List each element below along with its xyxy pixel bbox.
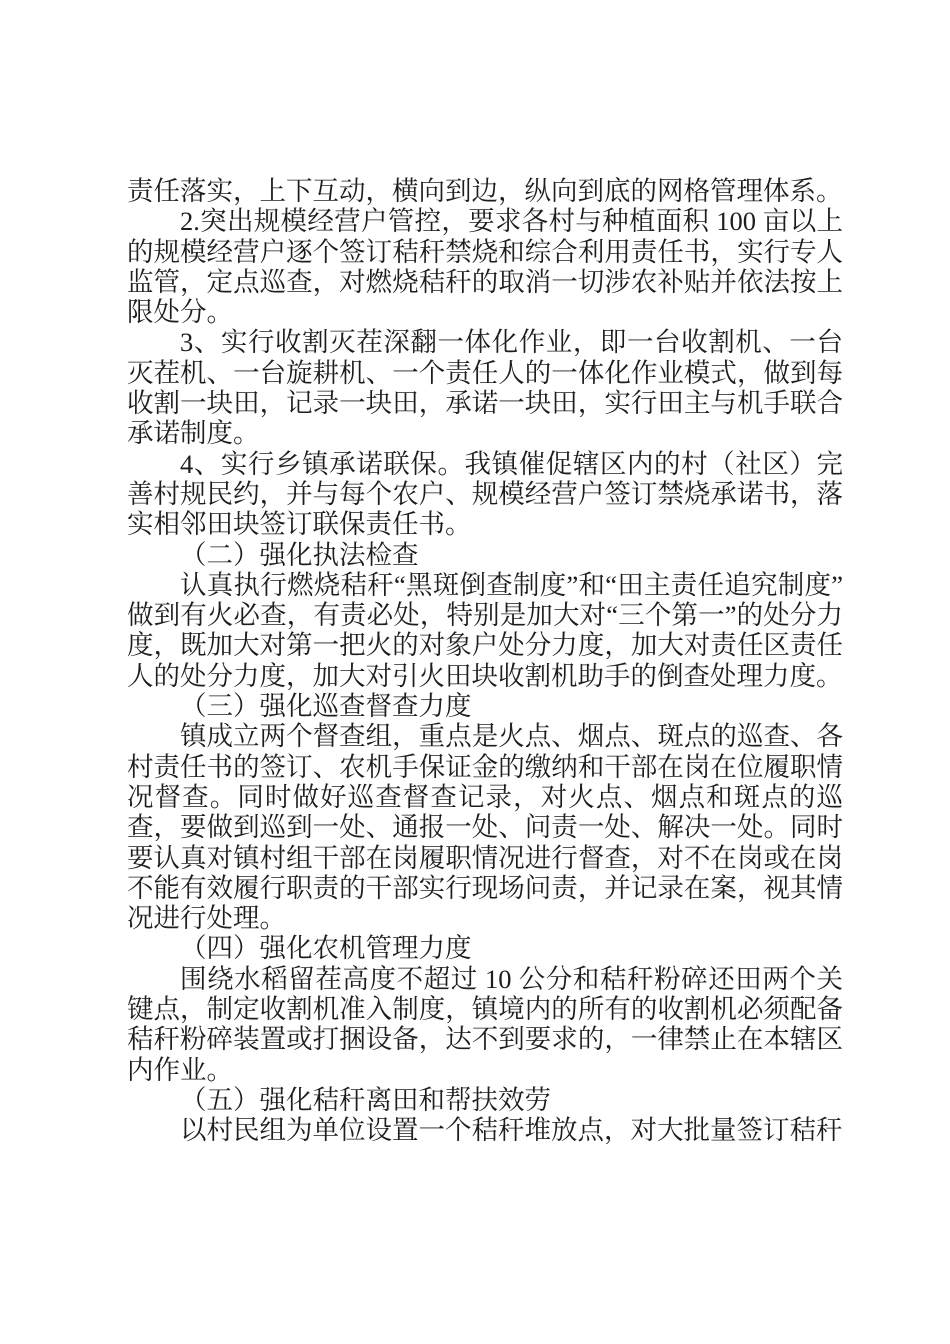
section-heading-4: （四）强化农机管理力度 (180, 933, 472, 964)
paragraph-straw-removal: 以村民组为单位设置一个秸秆堆放点，对大批量签订秸秆 (180, 1115, 843, 1146)
paragraph-machinery: 围绕水稻留茬高度不超过 10 公分和秸秆粉碎还田两个关键点，制定收割机准入制度，镇境内的所有的收割机必须配备秸秆粉碎装置或打捆设备，达不到要求的，一律禁止在本辖区内作业。 (127, 963, 843, 1085)
paragraph-item-3: 3、实行收割灭茬深翻一体化作业，即一台收割机、一台灭茬机、一台旋耕机、一个责任人的一体化作业模式，做到每收割一块田，记录一块田，承诺一块田，实行田主与机手联合承诺制度。 (127, 327, 843, 449)
section-heading-5: （五）强化秸秆离田和帮扶效劳 (180, 1084, 551, 1115)
section-heading-2: （二）强化执法检查 (180, 539, 419, 570)
paragraph-continuation: 责任落实，上下互动，横向到边，纵向到底的网格管理体系。 (127, 176, 843, 206)
section-heading-3: （三）强化巡查督查力度 (180, 691, 472, 722)
paragraph-item-2: 2.突出规模经营户管控，要求各村与种植面积 100 亩以上的规模经营户逐个签订秸秆禁烧和综合利用责任书，实行专人监管，定点巡查，对燃烧秸秆的取消一切涉农补贴并依法按上限处分。 (127, 206, 843, 328)
paragraph-enforcement: 认真执行燃烧秸秆“黑斑倒查制度”和“田主责任追究制度”做到有火必查，有责必处，特别是加大对“三个第一”的处分力度，既加大对第一把火的对象户处分力度，加大对责任区责任人的处分力度，加大对引火田块收割机助手的倒查处理力度。 (127, 569, 843, 691)
paragraph-item-4: 4、实行乡镇承诺联保。我镇催促辖区内的村（社区）完善村规民约，并与每个农户、规模经营户签订禁烧承诺书，落实相邻田块签订联保责任书。 (127, 448, 843, 540)
paragraph-inspection: 镇成立两个督查组，重点是火点、烟点、斑点的巡查、各村责任书的签订、农机手保证金的缴纳和干部在岗在位履职情况督查。同时做好巡查督查记录，对火点、烟点和斑点的巡查，要做到巡到一处、通报一处、问责一处、解决一处。同时要认真对镇村组干部在岗履职情况进行督查，对不在岗或在岗不能有效履行职责的干部实行现场问责，并记录在案，视其情况进行处理。 (127, 721, 843, 934)
document-text-block (127, 176, 843, 1146)
